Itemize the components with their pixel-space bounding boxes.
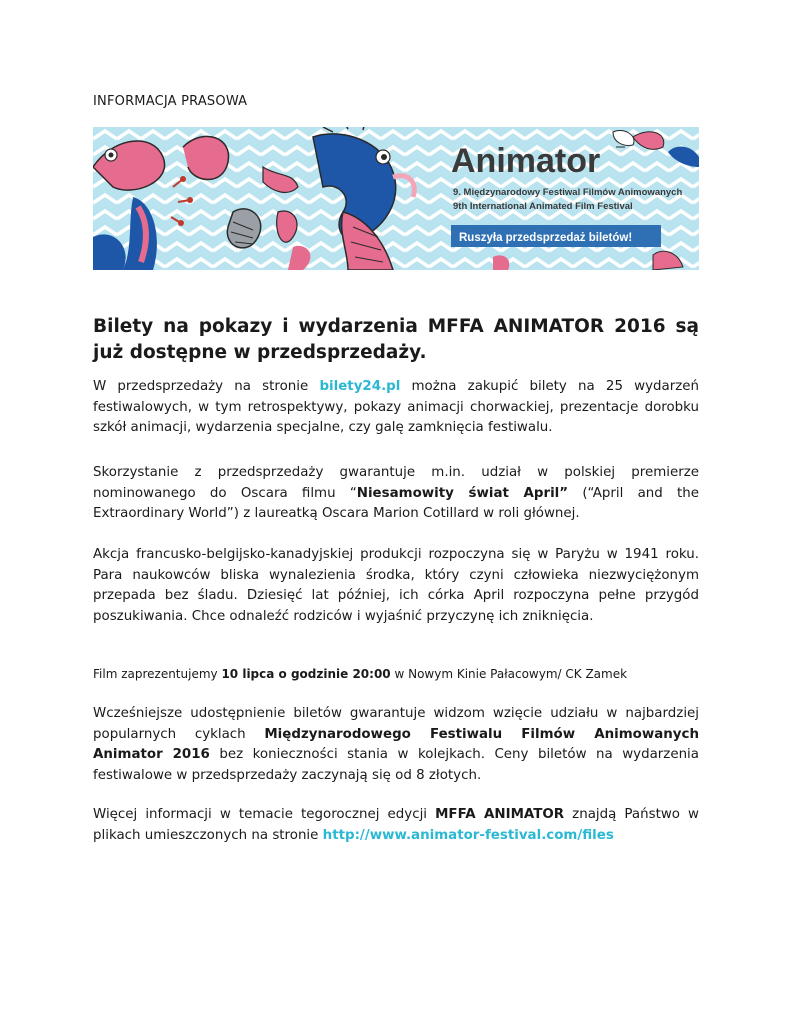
banner-line-2: 9th International Animated Film Festival (453, 201, 633, 212)
banner-artwork (93, 127, 699, 270)
festival-banner (93, 127, 699, 270)
paragraph-plot: Akcja francusko-belgijsko-kanadyjskiej produkcji rozpoczyna się w Paryżu w 1941 roku. Para naukowców bliska wynalezienia środka, który czyni człowieka niezwyciężonym przepada bez śladu. Dziesięć lat później, ich córka April rozpoczyna pełne przygód poszukiwania. Chce odnaleźć rodziców i wyjaśnić przyczynę ich zniknięcia. (93, 547, 699, 624)
paragraph-tickets: W przedsprzedaży na stronie bilety24.pl można zakupić bilety na 25 wydarzeń festiwalowych, w tym retrospektywy, pokazy animacji chorwackiej, prezentacje dorobku szkół animacji, wydarzenia specjalne, czy galę zamknięcia festiwalu. (93, 379, 699, 435)
festival-files-link[interactable]: http://www.animator-festival.com/files (322, 827, 614, 843)
paragraph-premiere: Skorzystanie z przedsprzedaży gwarantuje m.in. udział w polskiej premierze nominowanego do Oscara filmu “Niesamowity świat April” (“April and the Extraordinary World”) z laureatką Oscara Marion Cotillard w roli głównej. (93, 465, 699, 521)
banner-line-1: 9. Międzynarodowy Festiwal Filmów Animowanych (453, 187, 683, 198)
tickets-link[interactable]: bilety24.pl (319, 379, 401, 394)
logo-text: Animator (451, 142, 601, 180)
press-release-label: INFORMACJA PRASOWA (93, 94, 248, 109)
paragraph-more-info: Więcej informacji w temacie tegorocznej edycji MFFA ANIMATOR znajdą Państwo w plikach umieszczonych na stronie http://www.animator-festival.com/files (93, 807, 700, 843)
banner-ribbon-text: Ruszyła przedsprzedaż biletów! (459, 232, 633, 244)
headline: Bilety na pokazy i wydarzenia MFFA ANIMATOR 2016 są już dostępne w przedsprzedaży. (93, 316, 699, 363)
paragraph-screening: Film zaprezentujemy 10 lipca o godzinie 20:00 w Nowym Kinie Pałacowym/ CK Zamek (93, 667, 628, 681)
paragraph-early-access: Wcześniejsze udostępnienie biletów gwarantuje widzom wzięcie udziału w najbardziej popularnych cyklach Międzynarodowego Festiwalu Filmów Animowanych Animator 2016 bez konieczności stania w kolejkach. Ceny biletów na wydarzenia festiwalowe w przedsprzedaży zaczynają się od 8 złotych. (93, 706, 699, 783)
